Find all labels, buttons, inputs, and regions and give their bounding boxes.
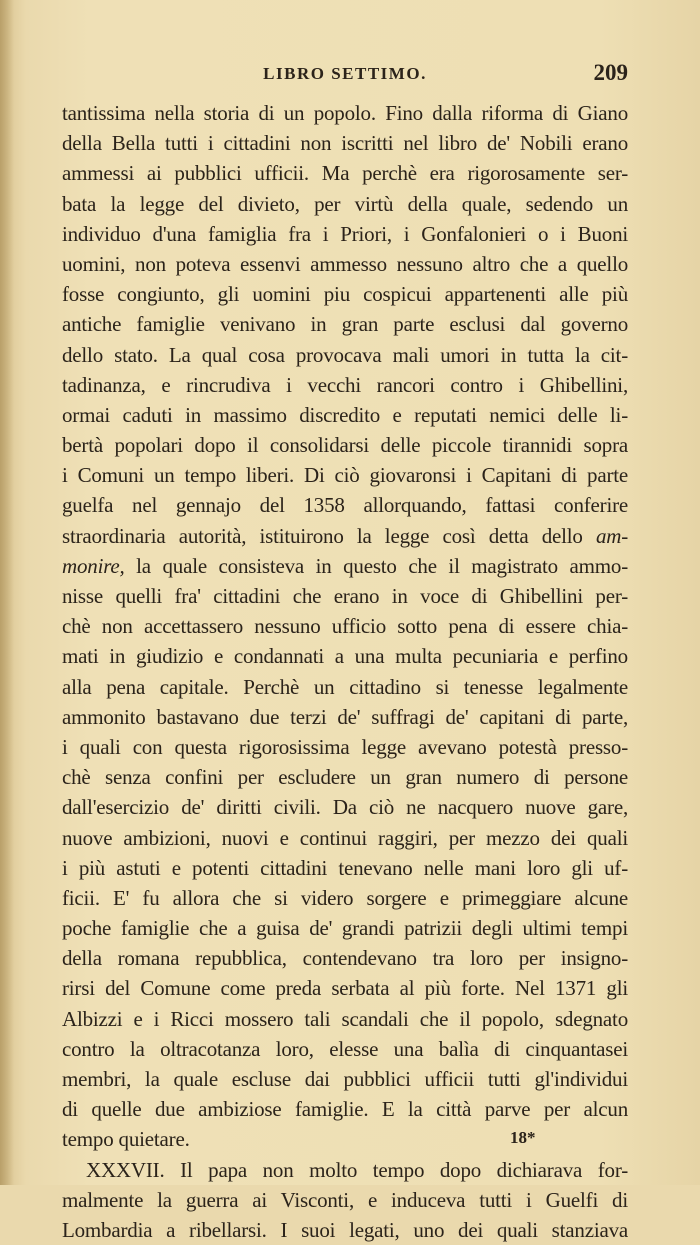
italic-term: monire, xyxy=(62,553,125,578)
text-line: tantissima nella storia di un popolo. Fino dalla riforma di Giano xyxy=(62,101,628,125)
text-line: i più astuti e potenti cittadini tenevano nelle mani loro gli uf- xyxy=(62,855,628,880)
text-line: malmente la guerra ai Visconti, e induceva tutti i Guelfi di xyxy=(62,1187,628,1212)
text-line: antiche famiglie venivano in gran parte esclusi dal governo xyxy=(62,312,628,337)
text-line xyxy=(62,551,628,581)
text-line: della Bella tutti i cittadini non iscritti nel libro de' Nobili erano xyxy=(62,131,628,156)
text-line: ormai caduti in massimo discredito e reputati nemici delle li- xyxy=(62,402,628,427)
text-line: chè senza confini per escludere un gran numero di persone xyxy=(62,765,628,790)
text-line: nisse quelli fra' cittadini che erano in voce di Ghibellini per- xyxy=(62,584,628,608)
text-line: guelfa nel gennajo del 1358 allorquando, fattasi conferire xyxy=(62,493,628,518)
text-line: bata la legge del divieto, per virtù della quale, sedendo un xyxy=(62,191,628,216)
text-line: individuo d'una famiglia fra i Priori, i Gonfalonieri o i Buoni xyxy=(62,221,628,246)
text-line: uomini, non poteva essenvi ammesso nessuno altro che a quello xyxy=(62,251,628,276)
body-text xyxy=(62,98,628,1245)
page-number: 209 xyxy=(593,60,628,85)
text-line: alla pena capitale. Perchè un cittadino si tenesse legalmente xyxy=(62,674,628,699)
text-line: dello stato. La qual cosa provocava mali umori in tutta la cit- xyxy=(62,342,628,367)
text-line: di quelle due ambiziose famiglie. E la città parve per alcun xyxy=(62,1097,628,1122)
text-line: poche famiglie che a guisa de' grandi patrizii degli ultimi tempi xyxy=(62,916,628,941)
text-line-plain: straordinaria autorità, istituirono la legge così detta dello xyxy=(62,523,596,548)
page-header xyxy=(62,60,628,94)
text-line: della romana repubblica, contendevano tra loro per insigno- xyxy=(62,946,628,971)
text-line-plain: la quale consisteva in questo che il magistrato ammo- xyxy=(124,553,628,578)
text-line: tempo quietare. xyxy=(62,1127,190,1152)
text-line: ammonito bastavano due terzi de' suffragi de' capitani di parte, xyxy=(62,704,628,729)
text-line xyxy=(62,521,628,551)
text-line: ammessi ai pubblici ufficii. Ma perchè era rigorosamente ser- xyxy=(62,161,628,186)
text-line: mati in giudizio e condannati a una multa pecuniaria e perfino xyxy=(62,644,628,669)
running-title: LIBRO SETTIMO. xyxy=(263,64,427,83)
text-line: membri, la quale escluse dai pubblici ufficii tutti gl'individui xyxy=(62,1067,628,1091)
text-line: chè non accettassero nessuno ufficio sotto pena di essere chia- xyxy=(62,614,628,639)
text-line: nuove ambizioni, nuovi e continui raggiri, per mezzo dei quali xyxy=(62,825,628,850)
text-line: bertà popolari dopo il consolidarsi delle piccole tirannidi sopra xyxy=(62,433,628,458)
text-line: dall'esercizio de' diritti civili. Da ciò ne nacquero nuove gare, xyxy=(62,795,628,820)
text-line: ficii. E' fu allora che si videro sorgere e primeggiare alcune xyxy=(62,885,628,910)
signature-mark: 18* xyxy=(510,1128,536,1147)
text-line: fosse congiunto, gli uomini piu cospicui appartenenti alle più xyxy=(62,282,628,307)
text-line: i Comuni un tempo liberi. Di ciò giovaronsi i Capitani di parte xyxy=(62,463,628,488)
spine-shadow xyxy=(0,0,14,1185)
text-line: XXXVII. Il papa non molto tempo dopo dichiarava for- xyxy=(86,1157,628,1182)
text-line: tadinanza, e rincrudiva i vecchi rancori contro i Ghibellini, xyxy=(62,372,628,397)
text-line: rirsi del Comune come preda serbata al più forte. Nel 1371 gli xyxy=(62,976,628,1001)
text-line: Albizzi e i Ricci mossero tali scandali che il popolo, sdegnato xyxy=(62,1006,628,1031)
text-line: i quali con questa rigorosissima legge avevano potestà presso- xyxy=(62,734,628,759)
text-line: contro la oltracotanza loro, elesse una balìa di cinquantasei xyxy=(62,1036,628,1061)
italic-term: am- xyxy=(595,523,628,548)
text-line: Lombardia a ribellarsi. I suoi legati, uno dei quali stanziava xyxy=(62,1217,628,1242)
